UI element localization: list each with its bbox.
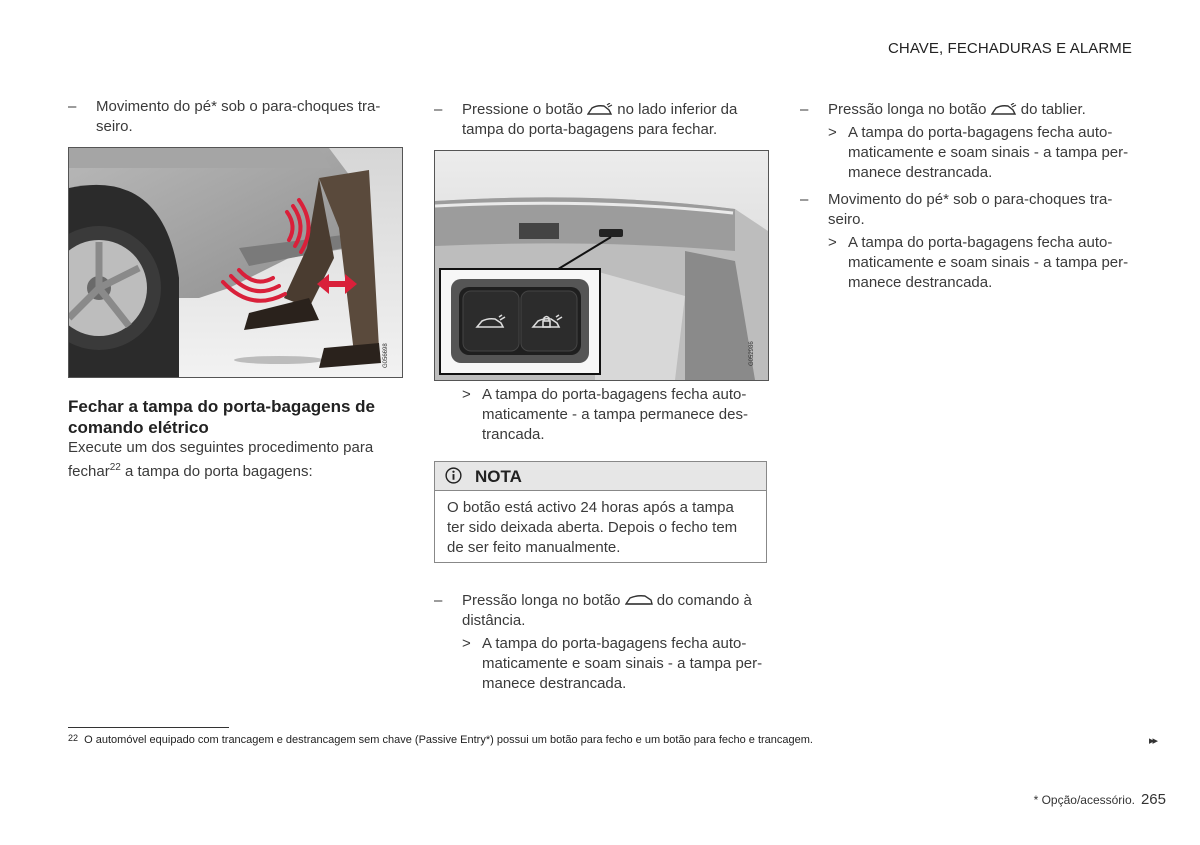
line: Pressão longa no botão (828, 101, 987, 118)
line: fechar (68, 463, 110, 480)
line: manece destrancada. (848, 274, 993, 291)
line: manece destrancada. (482, 675, 627, 692)
dash: – (434, 101, 443, 118)
line: Movimento do pé* sob o para-choques tra- (828, 191, 1113, 208)
footnote-number: 22 (68, 733, 79, 743)
footnote-divider (68, 727, 229, 728)
tailgate-close-icon (587, 103, 613, 117)
bullet-foot-movement-2 (800, 190, 1130, 230)
result-dashboard-close (828, 123, 1138, 183)
line: do comando à (656, 592, 752, 609)
result-marker: > (462, 386, 471, 403)
remote-tailgate-icon (625, 594, 653, 608)
line: trancada. (482, 426, 545, 443)
line: maticamente - a tampa permanece des- (482, 406, 748, 423)
line: Pressão longa no botão (462, 592, 621, 609)
page-number: 265 (1140, 791, 1166, 808)
footnote (68, 733, 868, 746)
line: ter sido deixada aberta. Depois o fecho tem (447, 519, 738, 536)
line: manece destrancada. (848, 164, 993, 181)
result-marker: > (828, 124, 837, 141)
line: de ser feito manualmente. (447, 539, 621, 556)
result-close-signals (462, 634, 772, 694)
line: Execute um dos seguintes procedimento para (68, 439, 374, 456)
foot-kick-image (69, 148, 402, 377)
page-footer (960, 791, 1166, 808)
info-icon (445, 467, 462, 484)
line: A tampa do porta-bagagens fecha auto- (482, 635, 747, 652)
line: Pressione o botão (462, 101, 583, 118)
line: maticamente e soam sinais - a tampa per- (848, 254, 1129, 271)
result-close-unlocked (462, 385, 762, 445)
bullet-remote-key (434, 591, 764, 631)
result-foot-close (828, 233, 1138, 293)
line: no lado inferior da (617, 101, 738, 118)
note-box (434, 461, 767, 563)
tailgate-buttons-image (435, 151, 768, 380)
line: tampa do porta-bagagens para fechar. (462, 121, 718, 138)
dash: – (68, 98, 77, 115)
note-text (447, 498, 747, 558)
image-code: G056698 (383, 343, 389, 368)
line: A tampa do porta-bagagens fecha auto- (482, 386, 747, 403)
bullet-press-button (434, 100, 764, 140)
intro-paragraph (68, 438, 408, 482)
dash: – (800, 191, 809, 208)
line: seiro. (96, 118, 133, 135)
line: maticamente e soam sinais - a tampa per- (848, 144, 1129, 161)
note-title: NOTA (475, 467, 522, 486)
continue-arrows-icon: ▸▸ (1149, 735, 1157, 747)
line: a tampa do porta bagagens: (120, 463, 313, 480)
note-header (435, 462, 766, 491)
tailgate-button-illustration (434, 150, 769, 381)
result-marker: > (462, 635, 471, 652)
dash: – (434, 592, 443, 609)
dashboard-tailgate-icon (991, 103, 1017, 117)
line: distância. (462, 612, 526, 629)
heading-line: Fechar a tampa do porta-bagagens de (68, 397, 376, 416)
line: A tampa do porta-bagagens fecha auto- (848, 124, 1113, 141)
line: do tablier. (1020, 101, 1086, 118)
line: maticamente e soam sinais - a tampa per- (482, 655, 763, 672)
result-marker: > (828, 234, 837, 251)
chapter-title: CHAVE, FECHADURAS E ALARME (887, 40, 1132, 57)
section-heading (68, 396, 408, 438)
line: A tampa do porta-bagagens fecha auto- (848, 234, 1113, 251)
foot-movement-illustration (68, 147, 403, 378)
dash: – (800, 101, 809, 118)
line: O botão está activo 24 horas após a tampa (447, 499, 734, 516)
image-code: G052986 (749, 341, 755, 366)
line: seiro. (828, 211, 865, 228)
line: Movimento do pé* sob o para-choques tra- (96, 98, 381, 115)
footnote-text: O automóvel equipado com trancagem e destrancagem sem chave (Passive Entry*) possui um botão para fecho e um botão para fecho e trancagem. (84, 734, 813, 746)
option-note: * Opção/acessório. (1033, 793, 1135, 807)
bullet-dashboard-button (800, 100, 1130, 120)
footnote-ref: 22 (109, 462, 121, 473)
bullet-foot-movement (68, 97, 388, 137)
heading-line: comando elétrico (68, 418, 209, 437)
